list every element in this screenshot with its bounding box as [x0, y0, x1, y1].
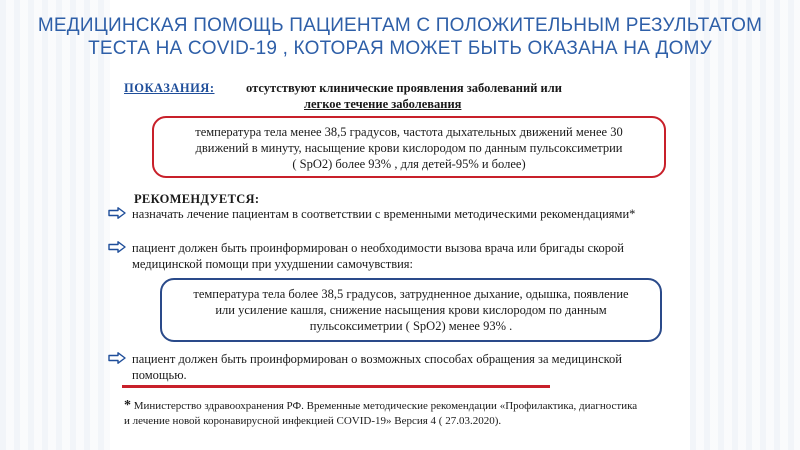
footnote — [124, 398, 704, 429]
bullet-item-contact-ways — [108, 351, 622, 383]
footnote-line-1 — [124, 398, 704, 414]
recommends-label: РЕКОМЕНДУЕТСЯ: — [134, 192, 260, 206]
criteria-box-mild-line-2: движений в минуту, насыщение крови кислородом по данным пульсоксиметрии — [195, 141, 623, 155]
criteria-box-mild-line-3: ( SpO2) более 93% , для детей-95% и более) — [292, 157, 526, 171]
arrow-right-outline-icon — [108, 207, 126, 219]
bullet-item-call-doctor-line-2: медицинской помощи при ухудшении самочувствия: — [132, 257, 414, 271]
bullet-item-contact-ways-line-1: пациент должен быть проинформирован о возможных способах обращения за медицинской — [132, 352, 622, 366]
indications-text-line-1: отсутствуют клинические проявления заболеваний или — [246, 81, 562, 95]
slide-title-line-2: ТЕСТА НА COVID-19 , КОТОРАЯ МОЖЕТ БЫТЬ ОКАЗАНА НА ДОМУ — [88, 38, 712, 59]
criteria-box-mild-line-1: температура тела менее 38,5 градусов, частота дыхательных движений менее 30 — [195, 125, 623, 139]
slide-title-line-1: МЕДИЦИНСКАЯ ПОМОЩЬ ПАЦИЕНТАМ С ПОЛОЖИТЕЛЬНЫМ РЕЗУЛЬТАТОМ — [37, 15, 763, 36]
criteria-box-worsening-line-3: пульсоксиметрии ( SpO2) менее 93% . — [309, 319, 513, 333]
criteria-box-mild — [152, 116, 666, 178]
bullet-item-treatment — [108, 206, 635, 222]
bullet-item-contact-ways-line-2: помощью. — [132, 368, 187, 382]
footnote-line-2: и лечение новой коронавирусной инфекцией COVID-19» Версия 4 ( 27.03.2020). — [124, 415, 502, 427]
divider-line — [122, 385, 550, 388]
criteria-box-worsening-line-2: или усиление кашля, снижение насыщения крови кислородом по данным — [215, 303, 607, 317]
arrow-right-outline-icon — [108, 241, 126, 253]
bullet-item-call-doctor — [108, 240, 624, 272]
indications-label: ПОКАЗАНИЯ: — [124, 81, 215, 95]
bullet-item-call-doctor-line-1: пациент должен быть проинформирован о необходимости вызова врача или бригады скорой — [132, 241, 624, 255]
indications-text-line-2: легкое течение заболевания — [304, 97, 462, 111]
footnote-text-line-1: Министерство здравоохранения РФ. Временные методические рекомендации «Профилактика, диагностика — [131, 400, 638, 412]
criteria-box-worsening-line-1: температура тела более 38,5 градусов, затрудненное дыхание, одышка, появление — [193, 287, 629, 301]
background-decoration-left — [0, 0, 110, 450]
bullet-item-treatment-line-1: назначать лечение пациентам в соответствии с временными методическими рекомендациями* — [132, 207, 636, 221]
footnote-star: * — [124, 398, 131, 413]
background-decoration-right — [690, 0, 800, 450]
criteria-box-worsening — [160, 278, 662, 342]
slide-title — [0, 14, 800, 60]
arrow-right-outline-icon — [108, 352, 126, 364]
